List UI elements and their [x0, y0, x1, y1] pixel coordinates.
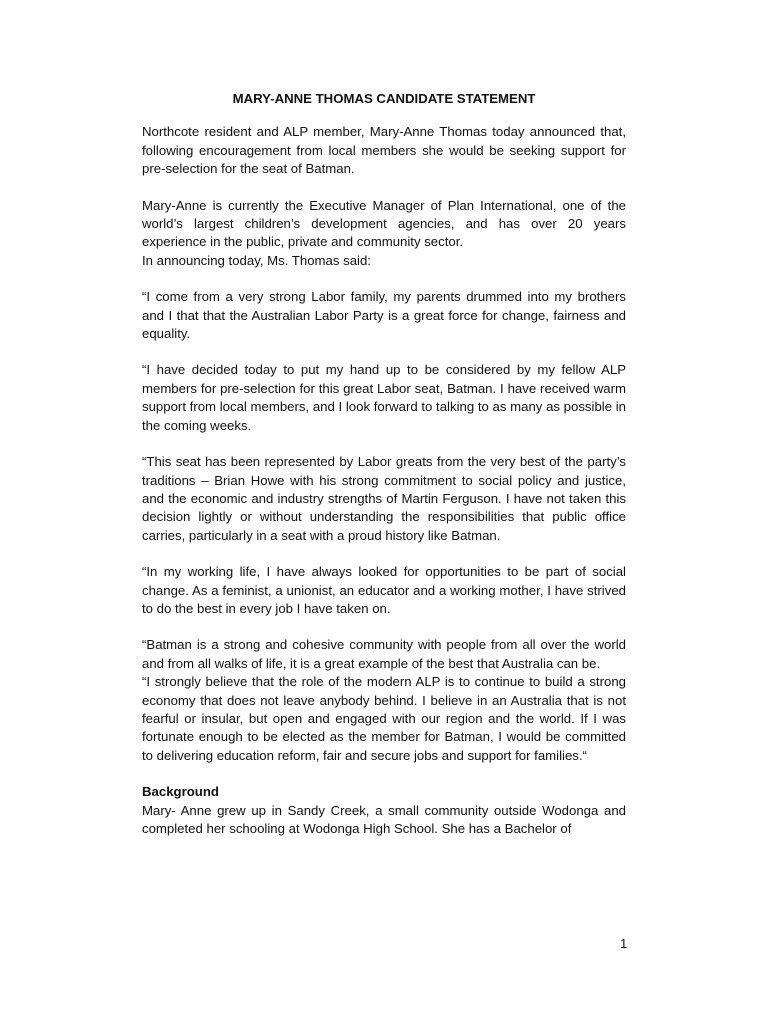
- paragraph-announcement: Northcote resident and ALP member, Mary-Anne Thomas today announced that, following encouragement from local members she would be seeking support for pre-selection for the seat of Batman.: [142, 124, 626, 177]
- quote-preselection: “I have decided today to put my hand up to be considered by my fellow ALP members for pre-selection for this great Labor seat, Batman. I have received warm support from local members, and I look forward to talking to as many as possible in the coming weeks.: [142, 362, 626, 433]
- paragraph-current-role: Mary-Anne is currently the Executive Manager of Plan International, one of the world’s largest children’s development agencies, and has over 20 years experience in the public, private and community sector.: [142, 197, 626, 250]
- document-body: [142, 90, 626, 838]
- quote-working-life: “In my working life, I have always looked for opportunities to be part of social change. As a feminist, a unionist, an educator and a working mother, I have strived to do the best in every job I have taken on.: [142, 564, 626, 616]
- background-paragraph: Mary- Anne grew up in Sandy Creek, a small community outside Wodonga and completed her schooling at Wodonga High School. She has a Bachelor of: [142, 802, 626, 836]
- background-heading: Background: [142, 784, 219, 800]
- document-title: MARY-ANNE THOMAS CANDIDATE STATEMENT: [232, 91, 536, 106]
- quote-seat-history: “This seat has been represented by Labor greats from the very best of the party’s traditions – Brian Howe with his strong commitment to social policy and justice, and the economic and industry strengths of Martin Ferguson. I have not taken this decision lightly or without understanding the responsibilities that public office carries, particularly in a seat with a proud history like Batman.: [142, 454, 626, 543]
- paragraph-announcing-intro: In announcing today, Ms. Thomas said:: [142, 252, 371, 268]
- quote-labor-family: “I come from a very strong Labor family, my parents drummed into my brothers and I that that the Australian Labor Party is a great force for change, fairness and equality.: [142, 289, 626, 342]
- quote-batman-community: “Batman is a strong and cohesive community with people from all over the world and from all walks of life, it is a great example of the best that Australia can be.: [142, 637, 626, 671]
- page-number: 1: [620, 936, 628, 951]
- quote-modern-alp: “I strongly believe that the role of the modern ALP is to continue to build a strong economy that does not leave anybody behind. I believe in an Australia that is not fearful or insular, but open and engaged with our region and the world. If I was fortunate enough to be elected as the member for Batman, I would be committed to delivering education reform, fair and secure jobs and support for families.“: [142, 674, 626, 763]
